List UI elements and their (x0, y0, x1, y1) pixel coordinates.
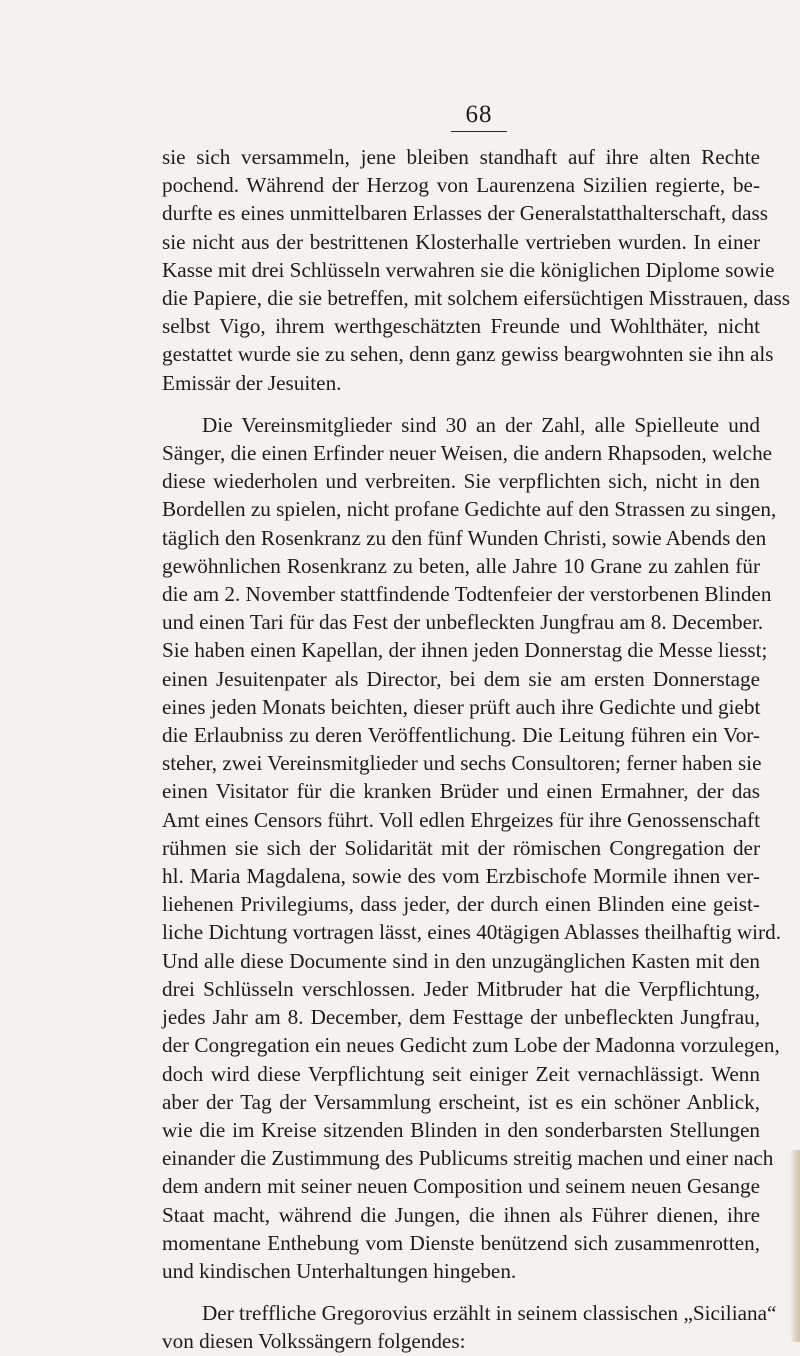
text-line: drei Schlüsseln verschlossen. Jeder Mitbruder hat die Verpflichtung, (162, 976, 760, 1001)
text-line: selbst Vigo, ihrem werthgeschätzten Freunde und Wohlthäter, nicht (162, 314, 760, 339)
text-line: gestattet wurde sie zu sehen, denn ganz gewiss beargwohnten sie ihn als (162, 342, 774, 367)
text-line: jedes Jahr am 8. December, dem Festtage der unbefleckten Jungfrau, (162, 1005, 760, 1030)
text-line: einander die Zustimmung des Publicums streitig machen und einer nach (162, 1146, 774, 1171)
text-line: diese wiederholen und verbreiten. Sie verpflichten sich, nicht in den (162, 469, 760, 494)
text-line: die Papiere, die sie betreffen, mit solchem eifersüchtigen Misstrauen, dass (162, 286, 790, 311)
paragraph-1 (162, 143, 790, 397)
page-edge-shadow (790, 1150, 800, 1342)
text-line: liche Dichtung vortragen lässt, eines 40tägigen Ablasses theilhaftig wird. (162, 920, 781, 945)
text-line: sie nicht aus der bestrittenen Klosterhalle vertrieben wurden. In einer (162, 229, 760, 254)
text-line: doch wird diese Verpflichtung seit einiger Zeit vernachlässigt. Wenn (162, 1061, 760, 1086)
text-line: und kindischen Unterhaltungen hingeben. (162, 1258, 517, 1283)
paragraph-gap (162, 1285, 760, 1299)
text-line: aber der Tag der Versammlung erscheint, ist es ein schöner Anblick, (162, 1089, 760, 1114)
text-line: Emissär der Jesuiten. (162, 370, 342, 395)
text-line: hl. Maria Magdalena, sowie des vom Erzbischofe Mormile ihnen ver- (162, 864, 760, 889)
text-line: pochend. Während der Herzog von Laurenzena Sizilien regierte, be- (162, 173, 760, 198)
text-line: liehenen Privilegiums, dass jeder, der durch einen Blinden eine geist- (162, 892, 760, 917)
text-line: Kasse mit drei Schlüsseln verwahren sie die königlichen Diplome sowie (162, 257, 775, 282)
text-line: steher, zwei Vereinsmitglieder und sechs Consultoren; ferner haben sie (162, 751, 762, 776)
paragraph-3 (162, 1299, 777, 1355)
text-line: Und alle diese Documente sind in den unzugänglichen Kasten mit den (162, 948, 760, 973)
text-line: und einen Tari für das Fest der unbefleckten Jungfrau am 8. December. (162, 610, 764, 635)
text-line: die am 2. November stattfindende Todtenfeier der verstorbenen Blinden (162, 582, 772, 607)
text-line: durfte es eines unmittelbaren Erlasses der Generalstatthalterschaft, dass (162, 201, 768, 226)
page-number: 68 (451, 101, 507, 132)
text-line: Sänger, die einen Erfinder neuer Weisen, die andern Rhapsoden, welche (162, 441, 773, 466)
text-line: eines jeden Monats beichten, dieser prüft auch ihre Gedichte und giebt (162, 694, 761, 719)
text-line: Die Vereinsmitglieder sind 30 an der Zahl, alle Spielleute und (202, 412, 760, 437)
paragraph-gap (162, 397, 760, 411)
text-line: einen Jesuitenpater als Director, bei dem sie am ersten Donnerstage (162, 666, 760, 691)
text-line: der Congregation ein neues Gedicht zum Lobe der Madonna vorzulegen, (162, 1033, 780, 1058)
text-line: Amt eines Censors führt. Voll edlen Ehrgeizes für ihre Genossenschaft (162, 807, 760, 832)
text-line: Staat macht, während die Jungen, die ihnen als Führer dienen, ihre (162, 1202, 760, 1227)
text-line: einen Visitator für die kranken Brüder und einen Ermahner, der das (162, 779, 760, 804)
text-line: Der treffliche Gregorovius erzählt in seinem classischen „Siciliana“ (202, 1301, 777, 1326)
paragraph-2 (162, 411, 781, 1285)
text-line: die Erlaubniss zu deren Veröffentlichung. Die Leitung führen ein Vor- (162, 723, 760, 748)
text-line: von diesen Volkssängern folgendes: (162, 1329, 466, 1354)
text-line: dem andern mit seiner neuen Composition und seinem neuen Gesange (162, 1174, 760, 1199)
text-line: rühmen sie sich der Solidarität mit der römischen Congregation der (162, 835, 760, 860)
body-text (162, 143, 790, 1356)
text-line: wie die im Kreise sitzenden Blinden in den sonderbarsten Stellungen (162, 1117, 760, 1142)
text-line: täglich den Rosenkranz zu den fünf Wunden Christi, sowie Abends den (162, 525, 767, 550)
text-line: sie sich versammeln, jene bleiben standhaft auf ihre alten Rechte (162, 145, 760, 169)
text-line: Sie haben einen Kapellan, der ihnen jeden Donnerstag die Messe liesst; (162, 638, 768, 663)
text-line: gewöhnlichen Rosenkranz zu beten, alle Jahre 10 Grane zu zahlen für (162, 553, 760, 578)
text-line: momentane Enthebung vom Dienste benützend sich zusammenrotten, (162, 1230, 760, 1255)
text-line: Bordellen zu spielen, nicht profane Gedichte auf den Strassen zu singen, (162, 497, 777, 522)
